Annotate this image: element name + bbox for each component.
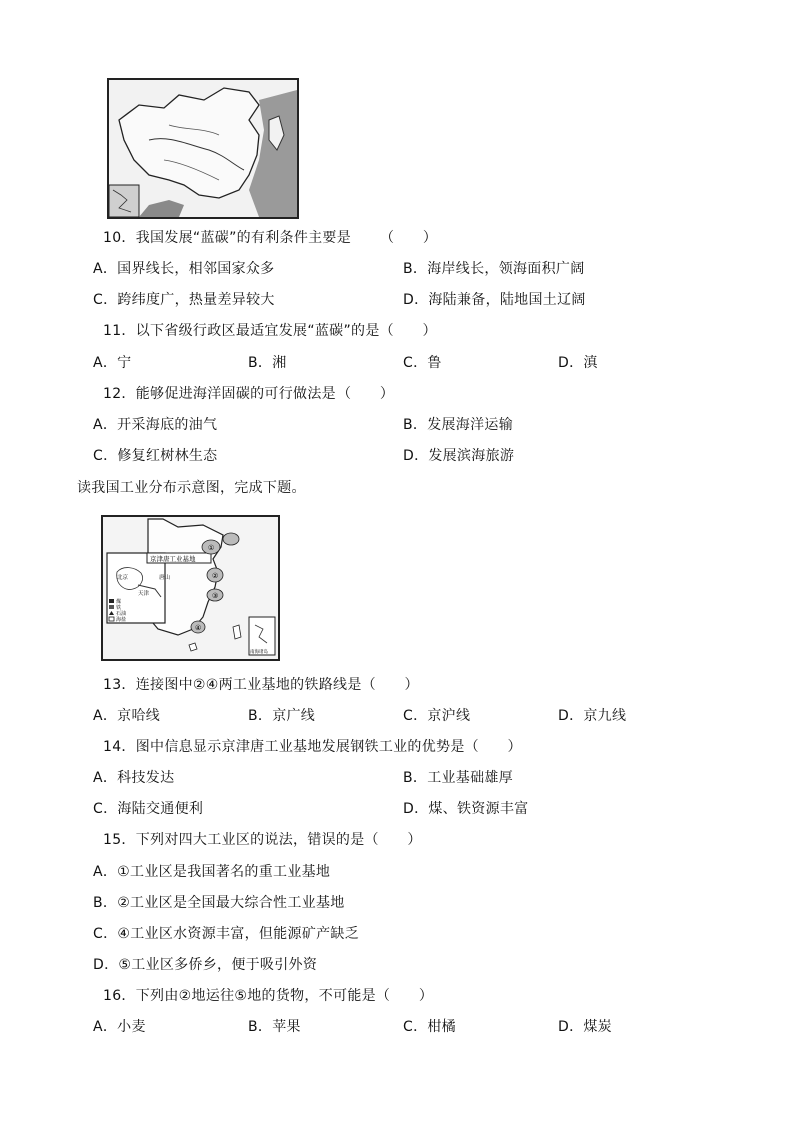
legend-oil: 石油	[116, 611, 127, 617]
option-d[interactable]: D．煤炭	[558, 1019, 612, 1035]
option-c[interactable]: C．京沪线	[403, 708, 471, 724]
option-a[interactable]: A．开采海底的油气	[93, 417, 218, 433]
option-b[interactable]: B．工业基础雄厚	[403, 770, 514, 786]
option-c[interactable]: C．④工业区水资源丰富，但能源矿产缺乏	[93, 926, 360, 942]
section-intro: 读我国工业分布示意图，完成下题。	[77, 480, 306, 496]
label-tianjin: 天津	[138, 591, 150, 597]
inset-title: 京津唐工业基地	[150, 555, 196, 563]
option-a[interactable]: A．①工业区是我国著名的重工业基地	[93, 864, 331, 880]
option-c[interactable]: C．海陆交通便利	[93, 801, 204, 817]
option-d[interactable]: D．发展滨海旅游	[403, 448, 515, 464]
option-c[interactable]: C．修复红树林生态	[93, 448, 218, 464]
answer-paren: （ ）	[380, 230, 438, 246]
option-c[interactable]: C．跨纬度广，热量差异较大	[93, 292, 275, 308]
option-a[interactable]: A．国界线长，相邻国家众多	[93, 261, 275, 277]
legend-coal: 煤	[116, 599, 122, 605]
legend-iron: 铁	[116, 605, 122, 611]
option-c[interactable]: C．鲁	[403, 355, 442, 371]
option-b[interactable]: B．发展海洋运输	[403, 417, 514, 433]
question-11-stem: 11．以下省级行政区最适宜发展“蓝碳”的是（ ）	[103, 323, 437, 339]
option-b[interactable]: B．海岸线长，领海面积广阔	[403, 261, 585, 277]
label-tangshan: 唐山	[159, 575, 171, 581]
question-12-stem: 12．能够促进海洋固碳的可行做法是	[103, 386, 336, 402]
option-d[interactable]: D．京九线	[558, 708, 627, 724]
option-d[interactable]: D．海陆兼备，陆地国土辽阔	[403, 292, 586, 308]
option-a[interactable]: A．科技发达	[93, 770, 175, 786]
answer-paren: （ ）	[337, 386, 395, 402]
option-d[interactable]: D．煤、铁资源丰富	[403, 801, 529, 817]
question-13-stem: 13．连接图中②④两工业基地的铁路线是（ ）	[103, 677, 419, 693]
svg-text:②: ②	[212, 572, 219, 580]
option-b[interactable]: B．京广线	[248, 708, 316, 724]
option-b[interactable]: B．苹果	[248, 1019, 301, 1035]
question-16-stem: 16．下列由②地运往⑤地的货物，不可能是（ ）	[103, 988, 434, 1004]
svg-text:①: ①	[208, 544, 215, 552]
option-b[interactable]: B．②工业区是全国最大综合性工业基地	[93, 895, 345, 911]
industry-map-figure	[101, 515, 280, 661]
option-a[interactable]: A．京哈线	[93, 708, 161, 724]
south-sea-label: 南海诸岛	[250, 650, 268, 655]
option-d[interactable]: D．滇	[558, 355, 598, 371]
question-15-stem: 15．下列对四大工业区的说法，错误的是（ ）	[103, 832, 422, 848]
question-text: 10．我国发展“蓝碳”的有利条件主要是	[103, 230, 352, 246]
question-14-stem: 14．图中信息显示京津唐工业基地发展钢铁工业的优势是（ ）	[103, 739, 522, 755]
svg-text:④: ④	[195, 624, 202, 632]
option-b[interactable]: B．湘	[248, 355, 287, 371]
china-map-figure	[107, 78, 299, 219]
option-a[interactable]: A．小麦	[93, 1019, 146, 1035]
label-beijing: 北京	[117, 575, 129, 581]
svg-text:③: ③	[212, 592, 219, 600]
question-10-stem	[103, 228, 351, 248]
option-d[interactable]: D．⑤工业区多侨乡，便于吸引外资	[93, 957, 318, 973]
option-a[interactable]: A．宁	[93, 355, 132, 371]
legend-salt: 海盐	[116, 617, 127, 623]
option-c[interactable]: C．柑橘	[403, 1019, 456, 1035]
